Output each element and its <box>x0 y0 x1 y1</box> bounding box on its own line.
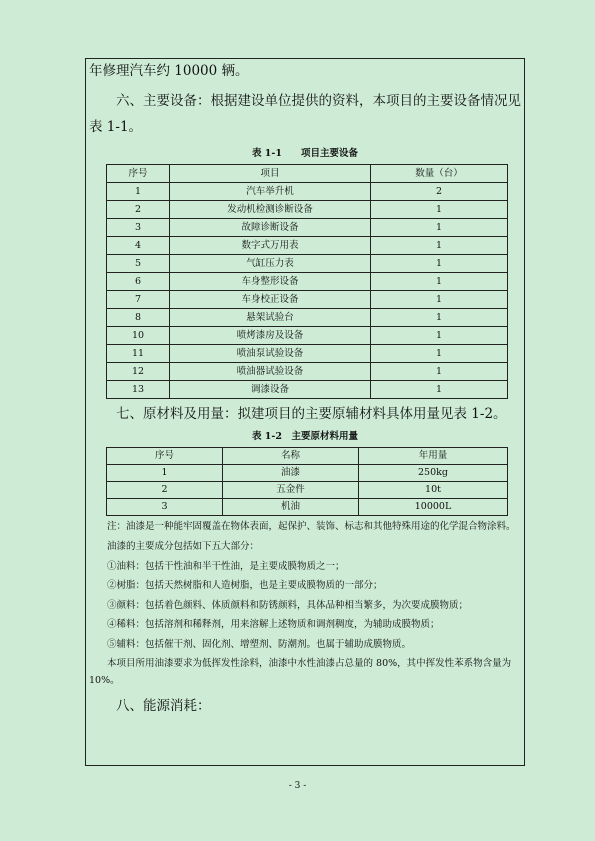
table-cell: 10 <box>107 327 170 345</box>
table-cell: 2 <box>107 201 170 219</box>
table-cell: 13 <box>107 381 170 399</box>
paint-component-item: ①油料：包括干性油和半干性油，是主要成膜物质之一； <box>107 560 345 572</box>
table-cell: 10000L <box>359 499 508 516</box>
table-cell: 数字式万用表 <box>170 237 371 255</box>
table-cell: 3 <box>107 219 170 237</box>
table-row <box>107 465 508 482</box>
table-2-caption: 表 1-2 主要原材料用量 <box>252 431 358 442</box>
paint-component-item: ②树脂：包括天然树脂和人造树脂，也是主要成膜物质的一部分； <box>107 580 383 591</box>
table-cell: 10t <box>359 482 508 499</box>
table-cell: 7 <box>107 291 170 309</box>
col-header-no: 序号 <box>107 165 170 183</box>
table-cell: 1 <box>371 273 508 291</box>
document-body <box>85 58 525 719</box>
table-row <box>107 309 508 327</box>
paint-component-item: ③颜料：包括着色颜料、体质颜料和防锈颜料，具体品种相当繁多，为次要成膜物质； <box>107 599 469 611</box>
paint-intro: 油漆的主要成分包括如下五大部分： <box>107 541 260 552</box>
table-cell: 悬架试验台 <box>170 309 371 327</box>
col-header-name: 名称 <box>223 448 359 465</box>
table-cell: 喷烤漆房及设备 <box>170 327 371 345</box>
table-cell: 250kg <box>359 465 508 482</box>
col-header-annual-usage: 年用量 <box>359 448 508 465</box>
table-cell: 1 <box>371 363 508 381</box>
paint-component-item: ⑤辅料：包括催干剂、固化剂、增塑剂、防潮剂。也属于辅助成膜物质。 <box>107 638 412 650</box>
table-row <box>107 237 508 255</box>
table-cell: 五金件 <box>223 482 359 499</box>
equipment-table <box>106 164 508 399</box>
table-cell: 1 <box>371 309 508 327</box>
table-cell: 故障诊断设备 <box>170 219 371 237</box>
table-row <box>107 201 508 219</box>
table-cell: 1 <box>371 255 508 273</box>
paint-components-list <box>85 557 525 655</box>
table-cell: 汽车举升机 <box>170 183 371 201</box>
table-header-row <box>107 448 508 465</box>
table-row <box>107 183 508 201</box>
table-cell: 气缸压力表 <box>170 255 371 273</box>
table-cell: 5 <box>107 255 170 273</box>
table-cell: 喷油器试验设备 <box>170 363 371 381</box>
table-cell: 1 <box>371 201 508 219</box>
table-row <box>107 345 508 363</box>
table-1-caption: 表 1-1 项目主要设备 <box>252 148 358 159</box>
table-header-row <box>107 165 508 183</box>
materials-table <box>106 447 508 516</box>
table-cell: 1 <box>107 183 170 201</box>
table-cell: 1 <box>371 237 508 255</box>
table-row <box>107 327 508 345</box>
table-cell: 喷油泵试验设备 <box>170 345 371 363</box>
table-cell: 车身校正设备 <box>170 291 371 309</box>
table-cell: 11 <box>107 345 170 363</box>
table-cell: 1 <box>371 345 508 363</box>
table-cell: 1 <box>371 381 508 399</box>
table-cell: 8 <box>107 309 170 327</box>
paint-component-item: ④稀料：包括溶剂和稀释剂，用来溶解上述物质和调剂稠度，为辅助成膜物质； <box>107 619 440 630</box>
intro-line: 年修理汽车约 10000 辆。 <box>89 63 249 79</box>
table-cell: 4 <box>107 237 170 255</box>
table-cell: 机油 <box>223 499 359 516</box>
table-cell: 车身整形设备 <box>170 273 371 291</box>
table-cell: 2 <box>107 482 223 499</box>
table-cell: 3 <box>107 499 223 516</box>
table-row <box>107 291 508 309</box>
table-cell: 6 <box>107 273 170 291</box>
col-header-no: 序号 <box>107 448 223 465</box>
section-6-paragraph: 六、主要设备：根据建设单位提供的资料，本项目的主要设备情况见表 1-1。 <box>89 93 521 135</box>
table-cell: 1 <box>371 291 508 309</box>
table-row <box>107 273 508 291</box>
col-header-qty: 数量（台） <box>371 165 508 183</box>
table-row <box>107 499 508 516</box>
table-cell: 调漆设备 <box>170 381 371 399</box>
col-header-item: 项目 <box>170 165 371 183</box>
table-cell: 发动机检测诊断设备 <box>170 201 371 219</box>
table-row <box>107 381 508 399</box>
table-cell: 1 <box>371 327 508 345</box>
table-cell: 1 <box>107 465 223 482</box>
table-row <box>107 363 508 381</box>
table-note: 注：油漆是一种能牢固覆盖在物体表面，起保护、装饰、标志和其他特殊用途的化学混合物涂料。 <box>107 521 516 532</box>
table-cell: 2 <box>371 183 508 201</box>
section-7-paragraph: 七、原材料及用量：拟建项目的主要原辅材料具体用量见表 1-2。 <box>116 406 507 422</box>
page-number: - 3 - <box>288 781 307 791</box>
table-cell: 油漆 <box>223 465 359 482</box>
project-note: 本项目所用油漆要求为低挥发性涂料，油漆中水性油漆占总量的 80%，其中挥发性苯系物含量为 10%。 <box>89 658 512 686</box>
section-8-heading: 八、能源消耗： <box>116 698 211 714</box>
table-row <box>107 255 508 273</box>
table-cell: 1 <box>371 219 508 237</box>
table-cell: 12 <box>107 363 170 381</box>
table-row <box>107 219 508 237</box>
table-row <box>107 482 508 499</box>
